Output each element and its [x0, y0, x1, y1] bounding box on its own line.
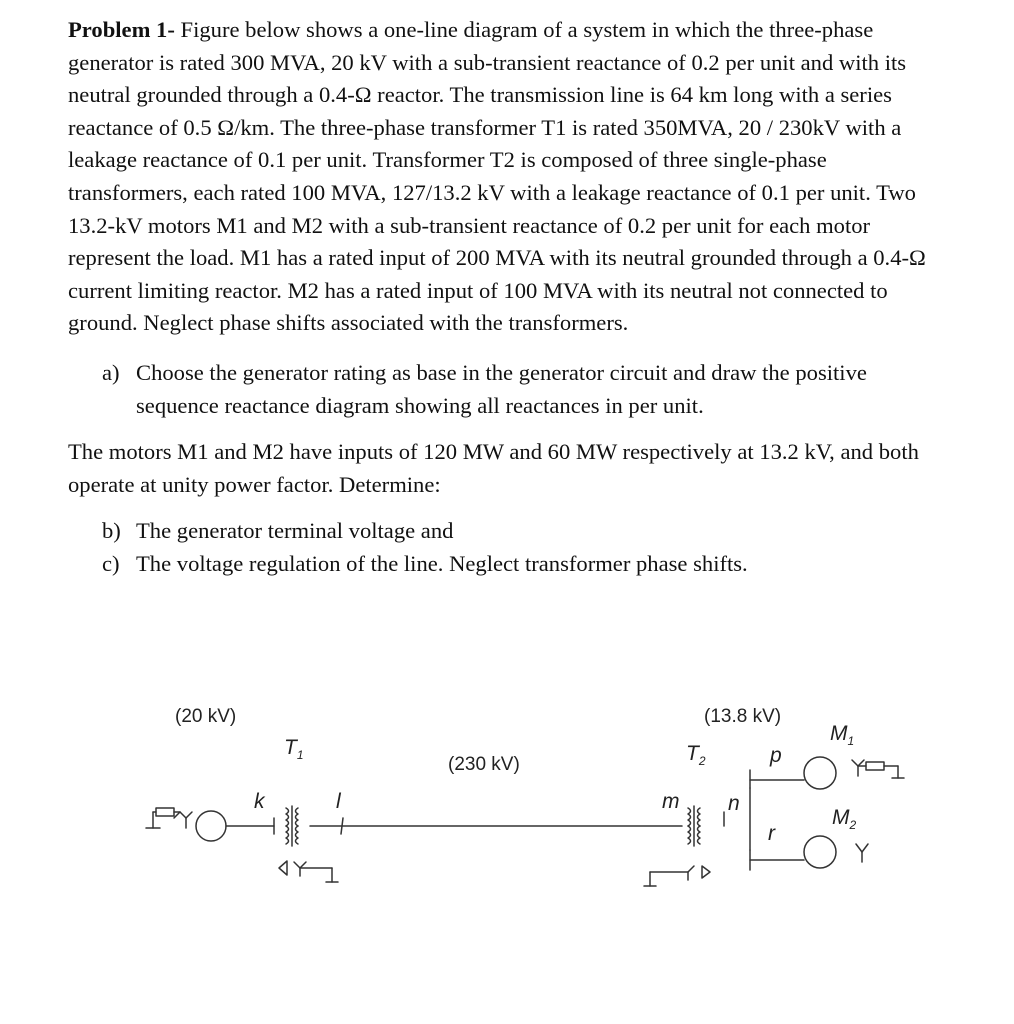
bus-l-label: l — [336, 790, 341, 813]
motors-paragraph: The motors M1 and M2 have inputs of 120 MW and 60 MW respectively at 13.2 kV, and both operate at unity power factor. Determine: — [68, 439, 919, 497]
generator-wye-icon — [174, 812, 192, 828]
part-b-label: b) — [102, 518, 121, 544]
part-c-label: c) — [102, 550, 120, 576]
t1-label — [284, 736, 304, 762]
motor-voltage-label: (13.8 kV) — [704, 706, 782, 727]
problem-intro-text: Figure below shows a one-line diagram of a system in which the three-phase generator is rated 300 MVA, 20 kV with a sub-transient reactance of 0.2 per unit and with its neutral grounded through a 0.4-Ω reactor. The transmission line is 64 km long with a series reactance of 0.5 Ω/km. The three-phase transformer T1 is rated 350MVA, 20 / 230kV with a leakage reactance of 0.1 per unit. Transformer T2 is composed of three single-phase transformers, each rated 100 MVA, 127/13.2 kV with a leakage reactance of 0.1 per unit. Two 13.2-kV motors M1 and M2 with a sub-transient reactance of 0.2 per unit for each motor represent the load. M1 has a rated input of 200 MVA with its neutral grounded through a 0.4-Ω current limiting reactor. M2 has a rated input of 100 MVA with its neutral not connected to ground. Neglect phase shifts associated with the transformers. — [68, 17, 926, 336]
t2-subscript: 2 — [698, 754, 706, 768]
m2-letter: M — [832, 806, 850, 829]
t2-ground-wye-delta-icon — [644, 866, 710, 886]
transformer-t1-icon — [286, 806, 298, 846]
motor-m2-icon — [804, 836, 836, 868]
m1-wye-ground-icon — [852, 760, 904, 778]
m2-wye-icon — [856, 844, 868, 862]
part-a-label: a) — [102, 359, 120, 385]
m1-letter: M — [830, 722, 848, 745]
t1-subscript: 1 — [296, 748, 304, 762]
t1-delta-wye-ground-icon — [279, 861, 338, 882]
problem-heading: Problem 1- — [68, 17, 175, 42]
m2-label — [832, 806, 857, 832]
part-b-text: The generator terminal voltage and — [136, 518, 454, 544]
transformer-t2-icon — [688, 806, 700, 846]
gen-voltage-label: (20 kV) — [175, 706, 237, 727]
part-a-text: Choose the generator rating as base in the generator circuit and draw the positive sequence reactance diagram showing all reactances in per unit. — [136, 359, 867, 418]
m1-subscript: 1 — [847, 734, 855, 748]
t2-label — [686, 742, 706, 768]
t1-letter: T — [284, 736, 297, 759]
bus-r-label: r — [768, 822, 775, 845]
bus-k-label: k — [254, 790, 265, 813]
m2-subscript: 2 — [849, 818, 857, 832]
bus-n-label: n — [728, 792, 740, 815]
bus-p-label: p — [770, 744, 782, 767]
generator-icon — [196, 811, 226, 841]
part-c-text: The voltage regulation of the line. Neglect transformer phase shifts. — [136, 550, 748, 576]
bus-m-label: m — [662, 790, 680, 813]
line-voltage-label: (230 kV) — [448, 754, 520, 775]
m1-label — [830, 722, 854, 748]
t2-letter: T — [686, 742, 699, 765]
motor-m1-icon — [804, 757, 836, 789]
